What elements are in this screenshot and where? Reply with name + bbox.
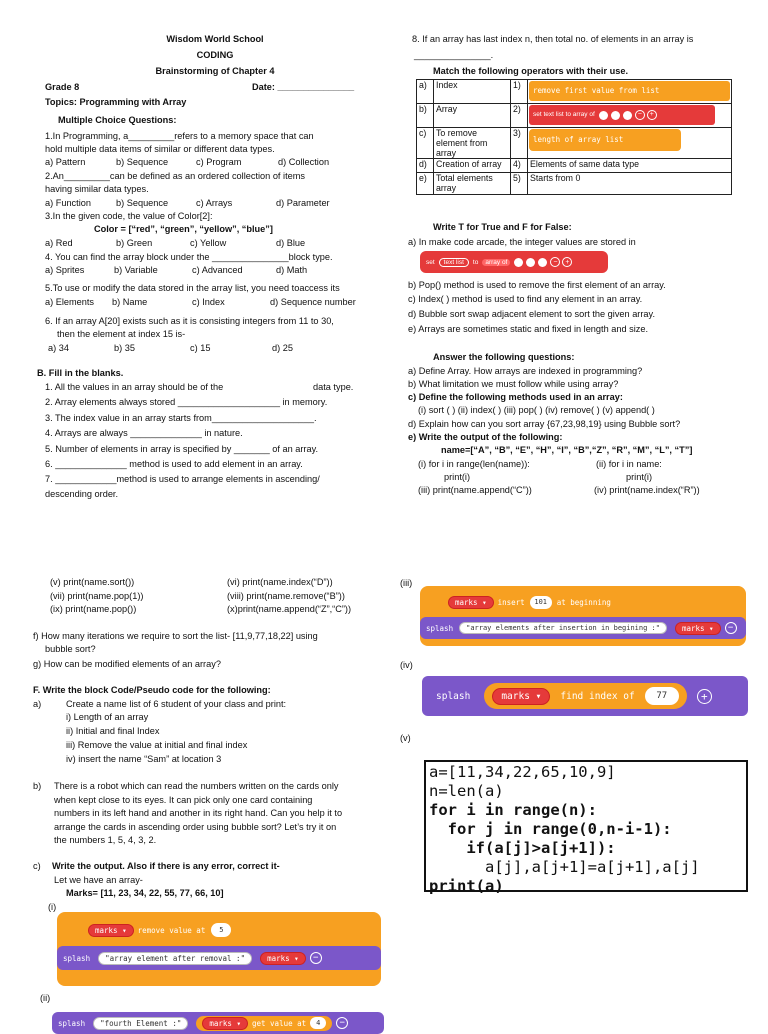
mcq-option: c) Advanced: [192, 265, 243, 275]
match-letter: d): [417, 159, 434, 173]
code-line: n=len(a): [429, 782, 504, 800]
task-line: Create a name list of 6 student of your class and print:: [66, 699, 287, 709]
block-string: " fourth Element : ": [93, 1017, 188, 1030]
mcq-option: d) Math: [276, 265, 308, 275]
output-item: (vi) print(name.index(“D”)): [227, 577, 333, 587]
match-right: length of array list: [533, 135, 624, 144]
match-right: Starts from 0: [528, 173, 732, 195]
minus-icon: −: [725, 622, 737, 634]
output-item: (vii) print(name.pop(1)): [50, 591, 144, 601]
output-item: (iii) print(name.append(“C”)): [418, 485, 532, 495]
block-variable: text list: [439, 258, 469, 267]
fill-item: 2. Array elements always stored ____________________ in memory.: [45, 397, 328, 407]
mcq-q2: 2.An_________can be defined as an ordered collection of items: [45, 171, 305, 181]
match-left: Total elements array: [434, 173, 511, 195]
block-splash-i: [57, 946, 381, 970]
output-item: print(i): [444, 472, 471, 482]
answer-item: d) Explain how can you sort array {67,23,98,19} using Bubble sort?: [408, 419, 681, 429]
mcq-option: b) Variable: [114, 265, 158, 275]
variable-label: marks: [95, 925, 118, 935]
question-8-blank: _______________.: [414, 50, 494, 60]
mcq-q6: 6. If an array A[20] exists such as it is consisting integers from 11 to 30,: [45, 316, 334, 326]
value-circle: [526, 258, 535, 267]
minus-icon: −: [310, 952, 322, 964]
block-variable: marks ▾: [260, 952, 306, 965]
mcq-option: a) 34: [48, 343, 69, 353]
task-line: i) Length of an array: [66, 712, 149, 722]
fill-item-cont: data type.: [313, 382, 354, 392]
mcq-option: b) Name: [112, 297, 148, 307]
block-get-value: [196, 1016, 332, 1031]
match-num: 2): [511, 104, 528, 128]
plus-icon: +: [562, 257, 572, 267]
output-item: (iv) print(name.index(“R”)): [594, 485, 700, 495]
match-left: Creation of array: [434, 159, 511, 173]
mcq-option: d) Collection: [278, 157, 330, 167]
output-item: (x)print(name.append(“Z”,“C”)): [227, 604, 352, 614]
match-num: 1): [511, 80, 528, 104]
match-table: [416, 79, 732, 195]
task-line: the numbers 1, 5, 4, 3, 2.: [54, 835, 157, 845]
value-circle: [599, 111, 608, 120]
match-letter: c): [417, 128, 434, 159]
mcq-option: a) Function: [45, 198, 91, 208]
mcq-option: c) Arrays: [196, 198, 233, 208]
item-marker: (ii): [40, 993, 51, 1003]
match-left: To remove element from array: [434, 128, 511, 159]
mcq-option: b) Sequence: [116, 157, 169, 167]
fill-item: 3. The index value in an array starts from____________________.: [45, 413, 317, 423]
block-number: 4: [310, 1017, 326, 1029]
mcq-option: d) 25: [272, 343, 293, 353]
fill-item: 5. Number of elements in array is specified by _______ of an array.: [45, 444, 319, 454]
block-text: get value at: [251, 1018, 307, 1028]
mcq-q4: 4. You can find the array block under the _______________block type.: [45, 252, 333, 262]
match-heading: Match the following operators with their use.: [433, 66, 628, 76]
block-keyword: to: [472, 258, 479, 266]
item-marker: (i): [48, 902, 57, 912]
task-line: numbers in its left hand and another in its right hand. Can you help it to: [54, 808, 343, 818]
mcq-option: a) Sprites: [45, 265, 85, 275]
string-label: array element after removal :: [109, 953, 241, 963]
mcq-q1-cont: hold multiple data items of similar or different data types.: [45, 144, 275, 154]
block-text: insert: [497, 597, 525, 607]
subject-title: CODING: [196, 50, 234, 60]
mcq-option: b) Green: [116, 238, 153, 248]
output-item: (i) for i in range(len(name)):: [418, 459, 530, 469]
string-label: array elements after insertion in begining :: [470, 624, 656, 632]
block-keyword: splash: [58, 1018, 86, 1028]
block-number: 77: [645, 687, 679, 705]
match-right: remove first value from list: [533, 86, 660, 95]
block-set-array: [529, 105, 715, 125]
question-f: f) How many iterations we require to sort the list- [11,9,77,18,22] using: [33, 631, 318, 641]
match-letter: b): [417, 104, 434, 128]
plus-icon: +: [647, 110, 657, 120]
tf-item: c) Index( ) method is used to find any element in an array.: [408, 294, 643, 304]
output-item: (ii) for i in name:: [596, 459, 662, 469]
task-line: iv) insert the name “Sam” at location 3: [66, 754, 222, 764]
mcq-option: c) 15: [190, 343, 211, 353]
code-line: if(a[j]>a[j+1]):: [429, 839, 616, 857]
mcq-option: d) Sequence number: [270, 297, 356, 307]
chapter-title: Brainstorming of Chapter 4: [155, 66, 275, 76]
mcq-option: b) 35: [114, 343, 135, 353]
mcq-q3: 3.In the given code, the value of Color[2]:: [45, 211, 213, 221]
output-item: (ix) print(name.pop()): [50, 604, 137, 614]
variable-label: marks: [455, 597, 478, 607]
block-text: find index of: [560, 690, 635, 702]
item-marker: a): [33, 699, 42, 709]
match-right: Elements of same data type: [528, 159, 732, 173]
code-line: print(a): [429, 877, 504, 895]
block-keyword: splash: [436, 690, 471, 702]
match-letter: e): [417, 173, 434, 195]
output-item: (v) print(name.sort()): [50, 577, 135, 587]
date-label: Date: _______________: [252, 82, 355, 92]
fill-heading: B. Fill in the blanks.: [37, 368, 124, 378]
block-variable: marks ▾: [675, 622, 721, 635]
block-string: " array elements after insertion in begining : ": [459, 622, 667, 634]
code-line: for j in range(0,n-i-1):: [429, 820, 672, 838]
block-set-array-tf: [420, 251, 608, 273]
code-line: for i in range(n):: [429, 801, 597, 819]
tf-item: a) In make code arcade, the integer values are stored in: [408, 237, 636, 247]
variable-label: marks: [209, 1018, 232, 1028]
mcq-q6-cont: then the element at index 15 is-: [57, 329, 186, 339]
block-variable: marks ▾: [492, 688, 550, 705]
output-item: print(i): [626, 472, 653, 482]
block-variable: marks ▾: [202, 1017, 248, 1030]
mcq-option: a) Elements: [45, 297, 95, 307]
item-marker: (iii): [400, 578, 413, 588]
block-number: 101: [530, 596, 552, 609]
topics-label: Topics: Programming with Array: [45, 97, 187, 107]
block-splash-ii: [52, 1012, 384, 1034]
mcq-heading: Multiple Choice Questions:: [58, 115, 177, 125]
question-f-cont: bubble sort?: [45, 644, 96, 654]
mcq-option: c) Index: [192, 297, 225, 307]
value-circle: [514, 258, 523, 267]
mcq-q2-cont: having similar data types.: [45, 184, 149, 194]
mcq-option: a) Pattern: [45, 157, 86, 167]
mcq-option: a) Red: [45, 238, 73, 248]
block-string: " array element after removal : ": [98, 952, 252, 965]
task-line: Write the output. Also if there is any error, correct it-: [52, 861, 280, 871]
grade-label: Grade 8: [45, 82, 80, 92]
value-circle: [611, 111, 620, 120]
variable-label: marks: [681, 623, 705, 633]
minus-icon: −: [550, 257, 560, 267]
block-variable: marks ▾: [88, 924, 134, 937]
tf-item: e) Arrays are sometimes static and fixed in length and size.: [408, 324, 649, 334]
block-keyword: set: [426, 258, 435, 266]
answer-item: e) Write the output of the following:: [408, 432, 563, 442]
block-number: 5: [211, 923, 231, 937]
mcq-option: d) Blue: [276, 238, 306, 248]
match-left: Array: [434, 104, 511, 128]
question-g: g) How can be modified elements of an array?: [33, 659, 221, 669]
variable-label: marks: [267, 953, 290, 963]
code-line: a=[11,34,22,65,10,9]: [429, 763, 616, 781]
match-right: set text list to array of: [533, 111, 595, 118]
item-marker: (iv): [400, 660, 413, 670]
block-keyword: splash: [426, 623, 454, 633]
block-variable: marks ▾: [448, 596, 494, 609]
mcq-q3-code: Color = [“red”, “green”, “yellow”, “blue”]: [94, 224, 273, 234]
mcq-option: d) Parameter: [276, 198, 330, 208]
mcq-q1: 1.In Programming, a_________refers to a memory space that can: [45, 131, 314, 141]
fill-item-cont: descending order.: [45, 489, 119, 499]
answer-item: a) Define Array. How arrays are indexed in programming?: [408, 366, 643, 376]
section-f-heading: F. Write the block Code/Pseudo code for the following:: [33, 685, 271, 695]
task-line: Let we have an array-: [54, 875, 143, 885]
block-text: remove value at: [137, 925, 206, 935]
block-remove-value: [60, 918, 273, 942]
value-circle: [538, 258, 547, 267]
block-array-of: array of: [482, 259, 510, 266]
block-remove-first: [529, 81, 730, 101]
fill-item: 7. ____________method is used to arrange elements in ascending/: [45, 474, 320, 484]
task-line: There is a robot which can read the numbers written on the cards only: [54, 781, 339, 791]
item-marker: c): [33, 861, 41, 871]
match-left: Index: [434, 80, 511, 104]
fill-item: 1. All the values in an array should be of the: [45, 382, 224, 392]
match-num: 5): [511, 173, 528, 195]
answer-item: (i) sort ( ) (ii) index( ) (iii) pop( ) (iv) remove( ) (v) append( ): [418, 405, 655, 415]
mcq-option: b) Sequence: [116, 198, 169, 208]
school-name: Wisdom World School: [166, 34, 264, 44]
block-splash-iii: [420, 617, 746, 639]
tf-heading: Write T for True and F for False:: [433, 222, 572, 232]
name-array: name=[“A”, “B”, “E”, “H”, “I”, “B”,“Z”, “R”, “M”, “L”, “T”]: [441, 445, 693, 455]
minus-icon: −: [336, 1017, 348, 1029]
code-line: a[j],a[j+1]=a[j+1],a[j]: [429, 858, 700, 876]
question-8: 8. If an array has last index n, then total no. of elements in an array is: [412, 34, 694, 44]
answer-item: c) Define the following methods used in an array:: [408, 392, 623, 402]
task-line: arrange the cards in ascending order using bubble sort? Let’s try it on: [54, 822, 337, 832]
mcq-q5: 5.To use or modify the data stored in the array list, you need toaccess its: [45, 283, 340, 293]
block-length-array: [529, 129, 681, 151]
output-item: (viii) print(name.remove(“B”)): [227, 591, 345, 601]
value-circle: [623, 111, 632, 120]
mcq-option: c) Yellow: [190, 238, 227, 248]
fill-item: 4. Arrays are always ______________ in nature.: [45, 428, 243, 438]
task-line: ii) Initial and final Index: [66, 726, 160, 736]
item-marker: (v): [400, 733, 411, 743]
tf-item: b) Pop() method is used to remove the first element of an array.: [408, 280, 666, 290]
task-line: iii) Remove the value at initial and final index: [66, 740, 248, 750]
match-letter: a): [417, 80, 434, 104]
match-num: 3): [511, 128, 528, 159]
task-line: when kept close to its eyes. It can pick only one card containing: [54, 795, 313, 805]
answer-heading: Answer the following questions:: [433, 352, 575, 362]
string-label: fourth Element :: [104, 1018, 177, 1028]
block-splash-iv: [422, 676, 748, 716]
mcq-option: c) Program: [196, 157, 242, 167]
answer-item: b) What limitation we must follow while using array?: [408, 379, 619, 389]
block-text: at beginning: [556, 597, 611, 607]
python-code-box: [424, 760, 748, 895]
marks-array: Marks= [11, 23, 34, 22, 55, 77, 66, 10]: [66, 888, 224, 898]
fill-item: 6. ______________ method is used to add element in an array.: [45, 459, 303, 469]
variable-label: marks: [501, 690, 530, 702]
block-find-index: [484, 683, 686, 709]
block-insert: [426, 591, 618, 613]
block-keyword: splash: [63, 953, 91, 963]
match-num: 4): [511, 159, 528, 173]
plus-icon: +: [697, 689, 712, 704]
item-marker: b): [33, 781, 42, 791]
minus-icon: −: [635, 110, 645, 120]
tf-item: d) Bubble sort swap adjacent element to sort the given array.: [408, 309, 656, 319]
